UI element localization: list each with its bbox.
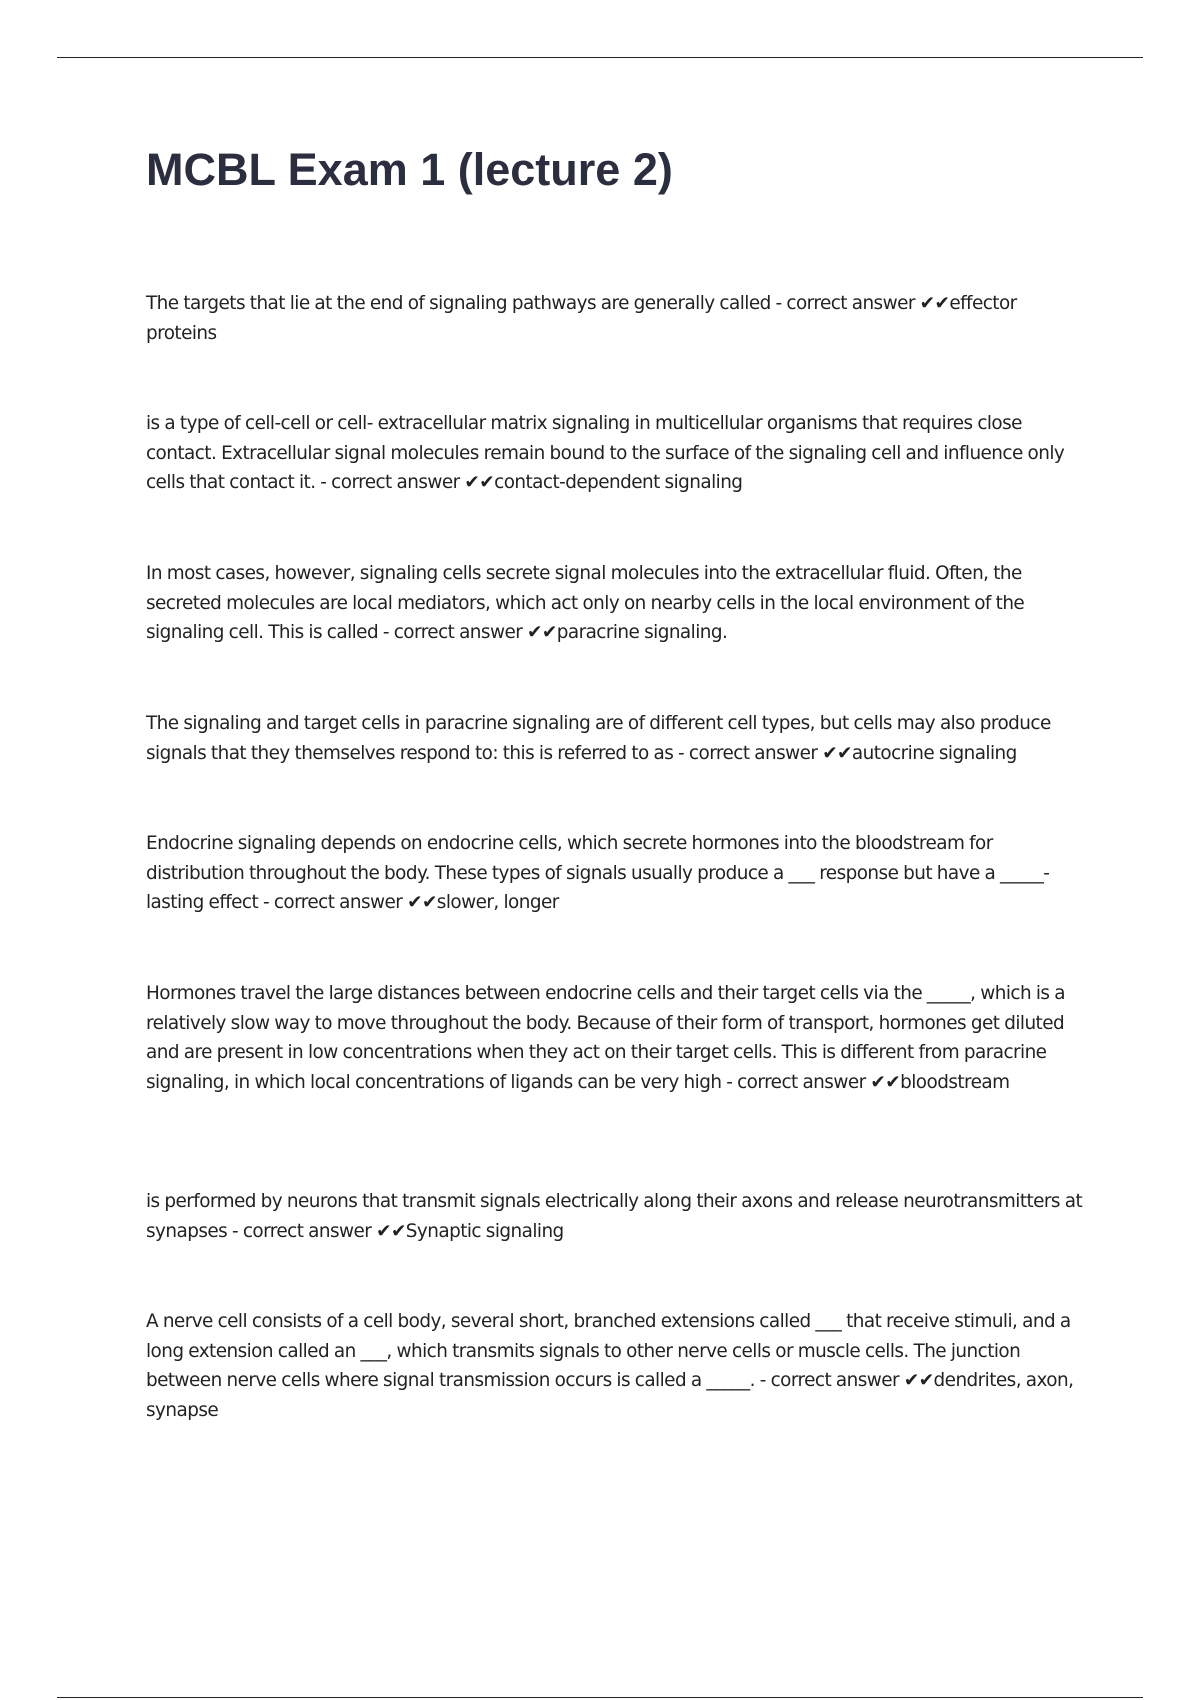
qa-item-4: The signaling and target cells in paracrine signaling are of different cell types, but cells may also produce signals that they themselves respond to: this is referred to as - correct answer ✔✔autocrine signaling [146,713,1051,764]
qa-item-7: is performed by neurons that transmit signals electrically along their axons and release neurotransmitters at synapses - correct answer ✔✔Synaptic signaling [146,1191,1083,1242]
document-title: MCBL Exam 1 (lecture 2) [146,144,673,195]
qa-item-1: The targets that lie at the end of signaling pathways are generally called - correct answer ✔✔effector proteins [146,293,1017,344]
qa-item-8: A nerve cell consists of a cell body, several short, branched extensions called ___ that receive stimuli, and a long extension called an ___, which transmits signals to other nerve cells or muscle cells. The junction between nerve cells where signal transmission occurs is called a _____. - correct answer ✔✔dendrites, axon, synapse [146,1311,1074,1421]
qa-item-3: In most cases, however, signaling cells secrete signal molecules into the extracellular fluid. Often, the secreted molecules are local mediators, which act only on nearby cells in the local environment of the signaling cell. This is called - correct answer ✔✔paracrine signaling. [146,563,1025,643]
qa-item-2: is a type of cell-cell or cell- extracellular matrix signaling in multicellular organisms that requires close contact. Extracellular signal molecules remain bound to the surface of the signaling cell and influence only cells that contact it. - correct answer ✔✔contact-dependent signaling [146,413,1065,493]
footer-rule [57,1697,1143,1698]
qa-item-5: Endocrine signaling depends on endocrine cells, which secrete hormones into the bloodstream for distribution throughout the body. These types of signals usually produce a ___ response but have a _____-lasting effect - correct answer ✔✔slower, longer [146,833,1050,913]
header-rule [57,57,1143,58]
qa-item-6: Hormones travel the large distances between endocrine cells and their target cells via the _____, which is a relatively slow way to move throughout the body. Because of their form of transport, hormones get diluted and are present in low concentrations when they act on their target cells. This is different from paracrine signaling, in which local concentrations of ligands can be very high - correct answer ✔✔bloodstream [146,983,1065,1093]
